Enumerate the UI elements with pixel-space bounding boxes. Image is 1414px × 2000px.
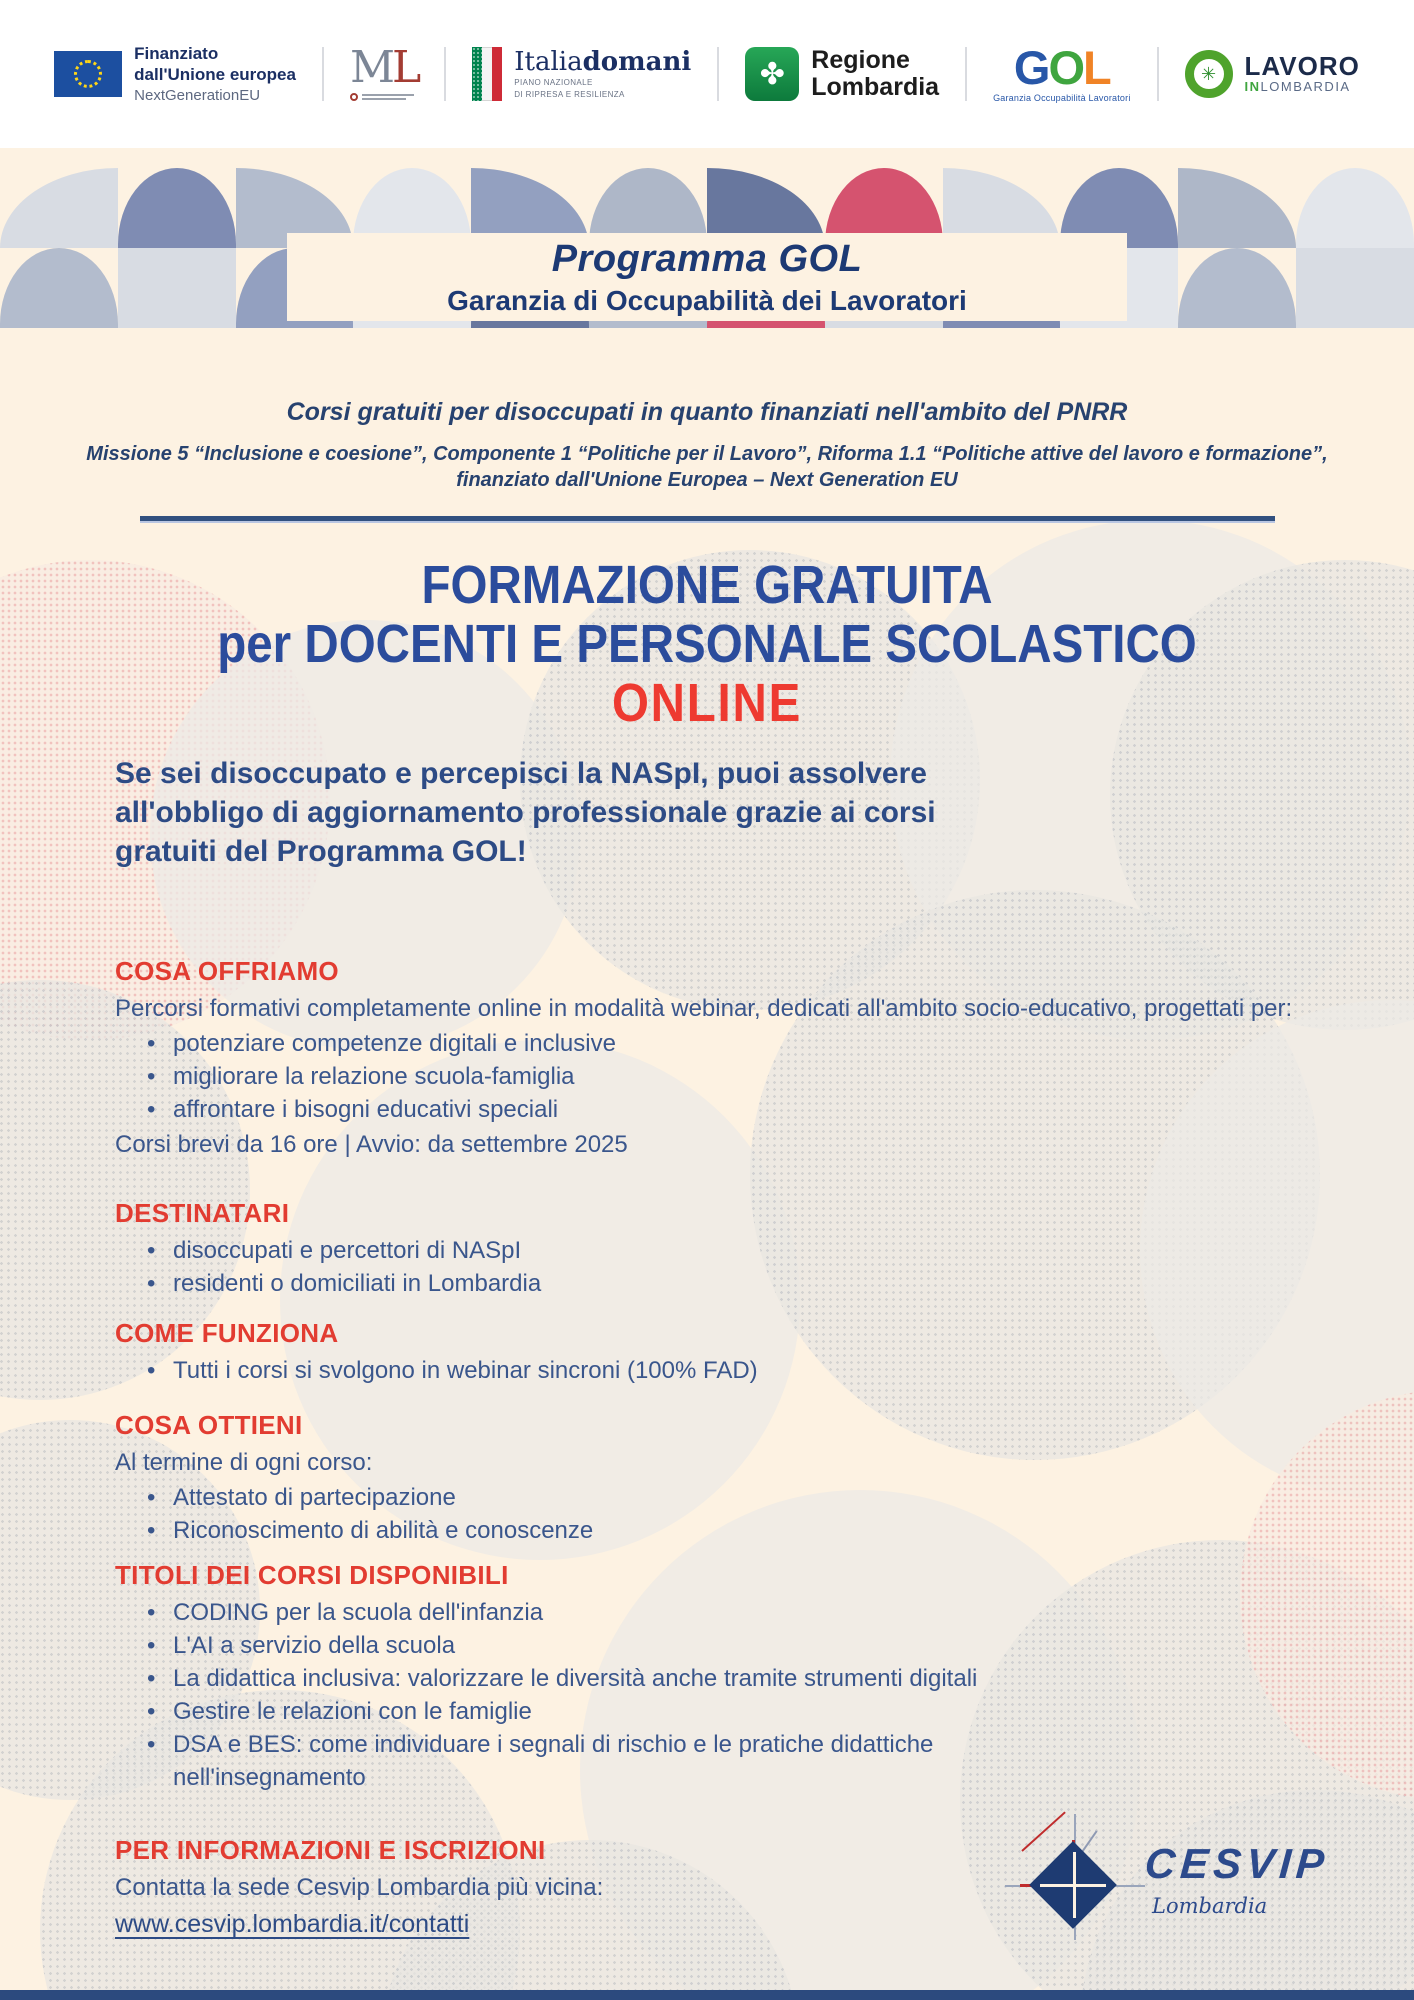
- italy-flag-icon: [472, 47, 502, 101]
- rosa-camuna-icon: ✤: [745, 47, 799, 101]
- intro-line1: Se sei disoccupato e percepisci la NASpI, puoi assolvere: [115, 757, 927, 790]
- eu-funding-logo: [54, 43, 296, 106]
- pnrr-line2: Missione 5 “Inclusione e coesione”, Componente 1 “Politiche per il Lavoro”, Riforma 1.1 “Politiche attive del lavoro e formazione”,: [86, 443, 1328, 465]
- section-destinatari: [115, 1198, 1330, 1300]
- eu-text-line1: Finanziato: [134, 43, 219, 63]
- gol-caption: Garanzia Occupabilità Lavoratori: [993, 92, 1131, 103]
- italiadomani-logo: [472, 47, 691, 101]
- bottom-navy-bar: [0, 1990, 1414, 2000]
- bullet-list: [115, 1596, 1330, 1794]
- intro-line2: all'obbligo di aggiornamento professionale grazie ai corsi: [115, 796, 936, 829]
- bullet-item: • migliorare la relazione scuola-famiglia: [115, 1060, 1330, 1093]
- regione-line2: Lombardia: [811, 73, 940, 101]
- bullet-list: [115, 1354, 1330, 1387]
- headline-line1: FORMAZIONE GRATUITA: [421, 555, 993, 615]
- section-heading: COME FUNZIONA: [115, 1318, 339, 1348]
- bullet-item: • Tutti i corsi si svolgono in webinar sincroni (100% FAD): [115, 1354, 1330, 1387]
- bullet-list: [115, 1027, 1330, 1126]
- contact-text: Contatta la sede Cesvip Lombardia più vicina:: [115, 1874, 604, 1901]
- logo-divider: [717, 47, 719, 101]
- contact-link[interactable]: www.cesvip.lombardia.it/contatti: [115, 1910, 470, 1938]
- section-outro: Corsi brevi da 16 ore | Avvio: da settembre 2025: [115, 1131, 628, 1158]
- cesvip-logo: [1000, 1812, 1340, 1952]
- ministero-lavoro-logo: [349, 42, 419, 102]
- bullet-list: [115, 1481, 1330, 1547]
- eu-stars-icon: [74, 60, 102, 88]
- headline-line2: per DOCENTI E PERSONALE SCOLASTICO: [217, 614, 1197, 674]
- main-headline: [0, 556, 1414, 733]
- lavoro-ring-icon: ✳: [1185, 50, 1233, 98]
- cesvip-logo-mark-icon: [1020, 1822, 1130, 1932]
- regione-lombardia-logo: [745, 47, 939, 101]
- italiadomani-name: Italiadomani: [514, 47, 692, 77]
- partner-logo-bar: [0, 0, 1414, 148]
- section-come-funziona: [115, 1318, 1330, 1387]
- cesvip-name: CESVIP: [1143, 1840, 1331, 1887]
- section-heading: COSA OFFRIAMO: [115, 956, 339, 986]
- intro-paragraph: [115, 754, 1325, 871]
- ministero-caption-lines: [362, 92, 414, 102]
- section-intro: Percorsi formativi completamente online in modalità webinar, dedicati all'ambito socio-educativo, progettati per:: [115, 995, 1293, 1022]
- logo-divider: [1157, 47, 1159, 101]
- italiadomani-sub1: PIANO NAZIONALE: [514, 78, 593, 87]
- bullet-item: • L'AI a servizio della scuola: [115, 1629, 1330, 1662]
- lavoro-line1: LAVORO: [1244, 51, 1360, 81]
- section-intro: Al termine di ogni corso:: [115, 1449, 373, 1476]
- horizontal-divider: [140, 516, 1275, 523]
- program-title: Programma GOL: [551, 237, 863, 280]
- bullet-item: • La didattica inclusiva: valorizzare le diversità anche tramite strumenti digitali: [115, 1662, 1330, 1695]
- logo-divider: [965, 47, 967, 101]
- ministero-seal-icon: [350, 93, 358, 101]
- logo-divider: [322, 47, 324, 101]
- eu-text-line2: dall'Unione europea: [134, 64, 296, 84]
- italiadomani-sub2: DI RIPRESA E RESILIENZA: [514, 90, 625, 99]
- cesvip-sub: Lombardia: [1152, 1894, 1268, 1918]
- gol-logo: [993, 40, 1131, 103]
- bullet-item: • potenziare competenze digitali e inclusive: [115, 1027, 1330, 1060]
- section-cosa-offriamo: [115, 956, 1330, 1161]
- regione-line1: Regione: [811, 46, 910, 74]
- bullet-item: • CODING per la scuola dell'infanzia: [115, 1596, 1330, 1629]
- bullet-item: • Attestato di partecipazione: [115, 1481, 1330, 1514]
- section-heading: TITOLI DEI CORSI DISPONIBILI: [115, 1560, 509, 1590]
- pnrr-line3: finanziato dall'Unione Europea – Next Generation EU: [456, 469, 958, 491]
- program-subtitle: Garanzia di Occupabilità dei Lavoratori: [447, 284, 967, 316]
- intro-line3: gratuiti del Programma GOL!: [115, 835, 527, 868]
- section-heading: DESTINATARI: [115, 1198, 290, 1228]
- ministero-caption: [350, 92, 418, 102]
- gol-letters: GOL: [1013, 40, 1110, 94]
- bullet-list: [115, 1234, 1330, 1300]
- lavoro-line2: INLOMBARDIA: [1244, 79, 1351, 94]
- pnrr-line1: Corsi gratuiti per disoccupati in quanto finanziati nell'ambito del PNRR: [286, 398, 1128, 426]
- bullet-item: • DSA e BES: come individuare i segnali di rischio e le pratiche didattiche nell'insegnamento: [115, 1728, 1015, 1794]
- bullet-item: • disoccupati e percettori di NASpI: [115, 1234, 1330, 1267]
- eu-flag-icon: [54, 51, 122, 97]
- bullet-item: • Gestire le relazioni con le famiglie: [115, 1695, 1330, 1728]
- section-heading: COSA OTTIENI: [115, 1410, 303, 1440]
- eu-text-line3: NextGenerationEU: [134, 86, 261, 104]
- section-heading: PER INFORMAZIONI E ISCRIZIONI: [115, 1835, 546, 1865]
- ministero-monogram: ML: [349, 42, 419, 93]
- lavoro-in-lombardia-logo: [1185, 50, 1360, 98]
- logo-divider: [444, 47, 446, 101]
- section-cosa-ottieni: [115, 1410, 1330, 1547]
- pnrr-note: [0, 398, 1414, 493]
- section-titoli-corsi: [115, 1560, 1330, 1794]
- bullet-item: • residenti o domiciliati in Lombardia: [115, 1267, 1330, 1300]
- headline-online: ONLINE: [611, 673, 803, 733]
- bullet-item: • affrontare i bisogni educativi speciali: [115, 1093, 1330, 1126]
- bullet-item: • Riconoscimento di abilità e conoscenze: [115, 1514, 1330, 1547]
